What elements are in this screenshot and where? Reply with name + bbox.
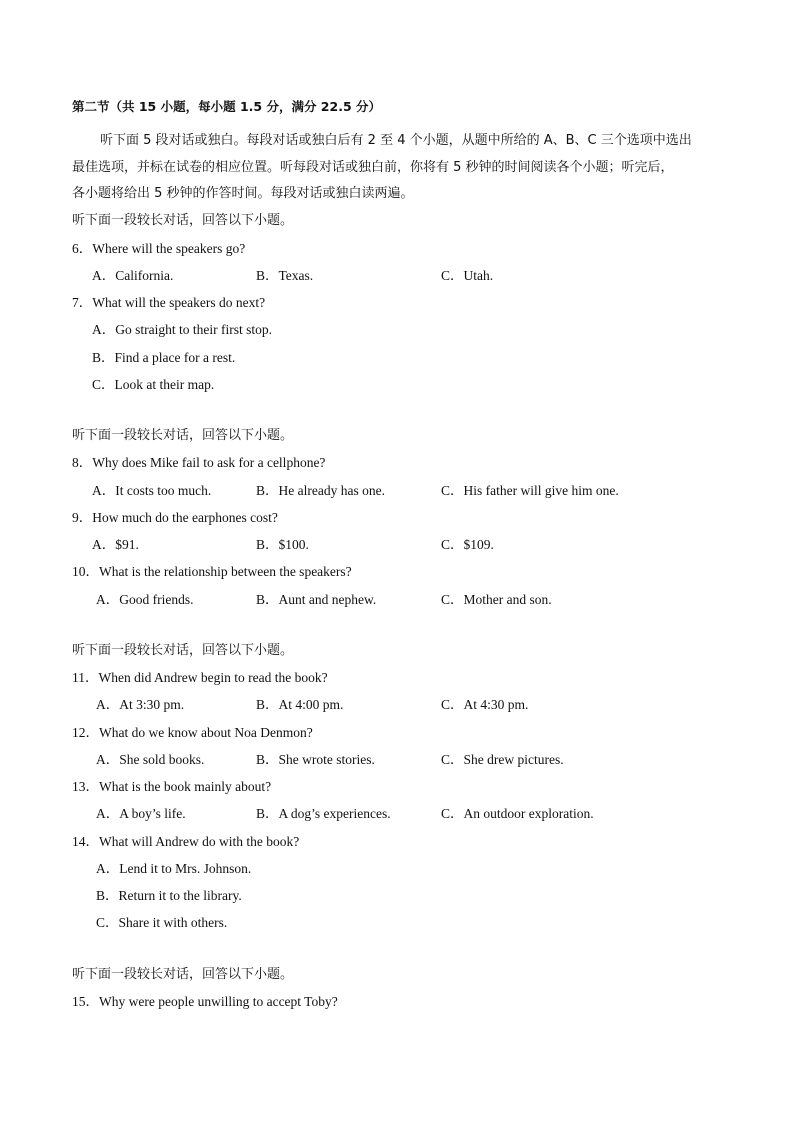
- question-stem: 14．What will Andrew do with the book?: [72, 834, 300, 849]
- instruction-line: 听下面 5 段对话或独白。每段对话或独白后有 2 至 4 个小题，从题中所给的 A、B、C 三个选项中选出: [100, 133, 692, 148]
- group-intro: 听下面一段较长对话，回答以下小题。: [72, 213, 294, 228]
- option-b: B．He already has one.: [256, 483, 385, 498]
- option-b: B．$100.: [256, 537, 309, 552]
- option-a: A．It costs too much.: [92, 483, 212, 498]
- instruction-line: 各小题将给出 5 秒钟的作答时间。每段对话或独白读两遍。: [72, 186, 414, 201]
- option-c: C．She drew pictures.: [441, 752, 564, 767]
- instruction-line: 最佳选项，并标在试卷的相应位置。听每段对话或独白前，你将有 5 秒钟的时间阅读各个小题；听完后，: [72, 160, 674, 175]
- option-b: B．Find a place for a rest.: [92, 350, 236, 365]
- question-stem: 10．What is the relationship between the speakers?: [72, 564, 352, 579]
- option-a: A．$91.: [92, 537, 139, 552]
- option-b: B．Return it to the library.: [96, 888, 242, 903]
- option-a: A．She sold books.: [96, 752, 205, 767]
- option-a: A．California.: [92, 268, 174, 283]
- question-stem: 7．What will the speakers do next?: [72, 295, 266, 310]
- option-c: C．At 4:30 pm.: [441, 697, 529, 712]
- option-a: A．Good friends.: [96, 592, 194, 607]
- option-c: C．Utah.: [441, 268, 494, 283]
- option-c: C．Share it with others.: [96, 915, 228, 930]
- question-stem: 13．What is the book mainly about?: [72, 779, 272, 794]
- option-b: B．A dog’s experiences.: [256, 806, 391, 821]
- group-intro: 听下面一段较长对话，回答以下小题。: [72, 967, 294, 982]
- question-stem: 8．Why does Mike fail to ask for a cellphone?: [72, 455, 326, 470]
- question-stem: 15．Why were people unwilling to accept Toby?: [72, 994, 338, 1009]
- question-stem: 12．What do we know about Noa Denmon?: [72, 725, 313, 740]
- question-stem: 9．How much do the earphones cost?: [72, 510, 278, 525]
- option-c: C．An outdoor exploration.: [441, 806, 594, 821]
- option-b: B．Texas.: [256, 268, 314, 283]
- group-intro: 听下面一段较长对话，回答以下小题。: [72, 643, 294, 658]
- question-stem: 11．When did Andrew begin to read the book?: [72, 670, 328, 685]
- option-a: A．Go straight to their first stop.: [92, 322, 272, 337]
- option-a: A．Lend it to Mrs. Johnson.: [96, 861, 252, 876]
- option-b: B．Aunt and nephew.: [256, 592, 377, 607]
- section-title: 第二节（共 15 小题，每小题 1.5 分，满分 22.5 分）: [72, 99, 381, 114]
- option-c: C．$109.: [441, 537, 494, 552]
- option-c: C．Look at their map.: [92, 377, 215, 392]
- option-b: B．She wrote stories.: [256, 752, 375, 767]
- question-stem: 6．Where will the speakers go?: [72, 241, 246, 256]
- option-a: A．At 3:30 pm.: [96, 697, 185, 712]
- option-a: A．A boy’s life.: [96, 806, 186, 821]
- option-c: C．His father will give him one.: [441, 483, 619, 498]
- group-intro: 听下面一段较长对话，回答以下小题。: [72, 428, 294, 443]
- option-b: B．At 4:00 pm.: [256, 697, 344, 712]
- option-c: C．Mother and son.: [441, 592, 552, 607]
